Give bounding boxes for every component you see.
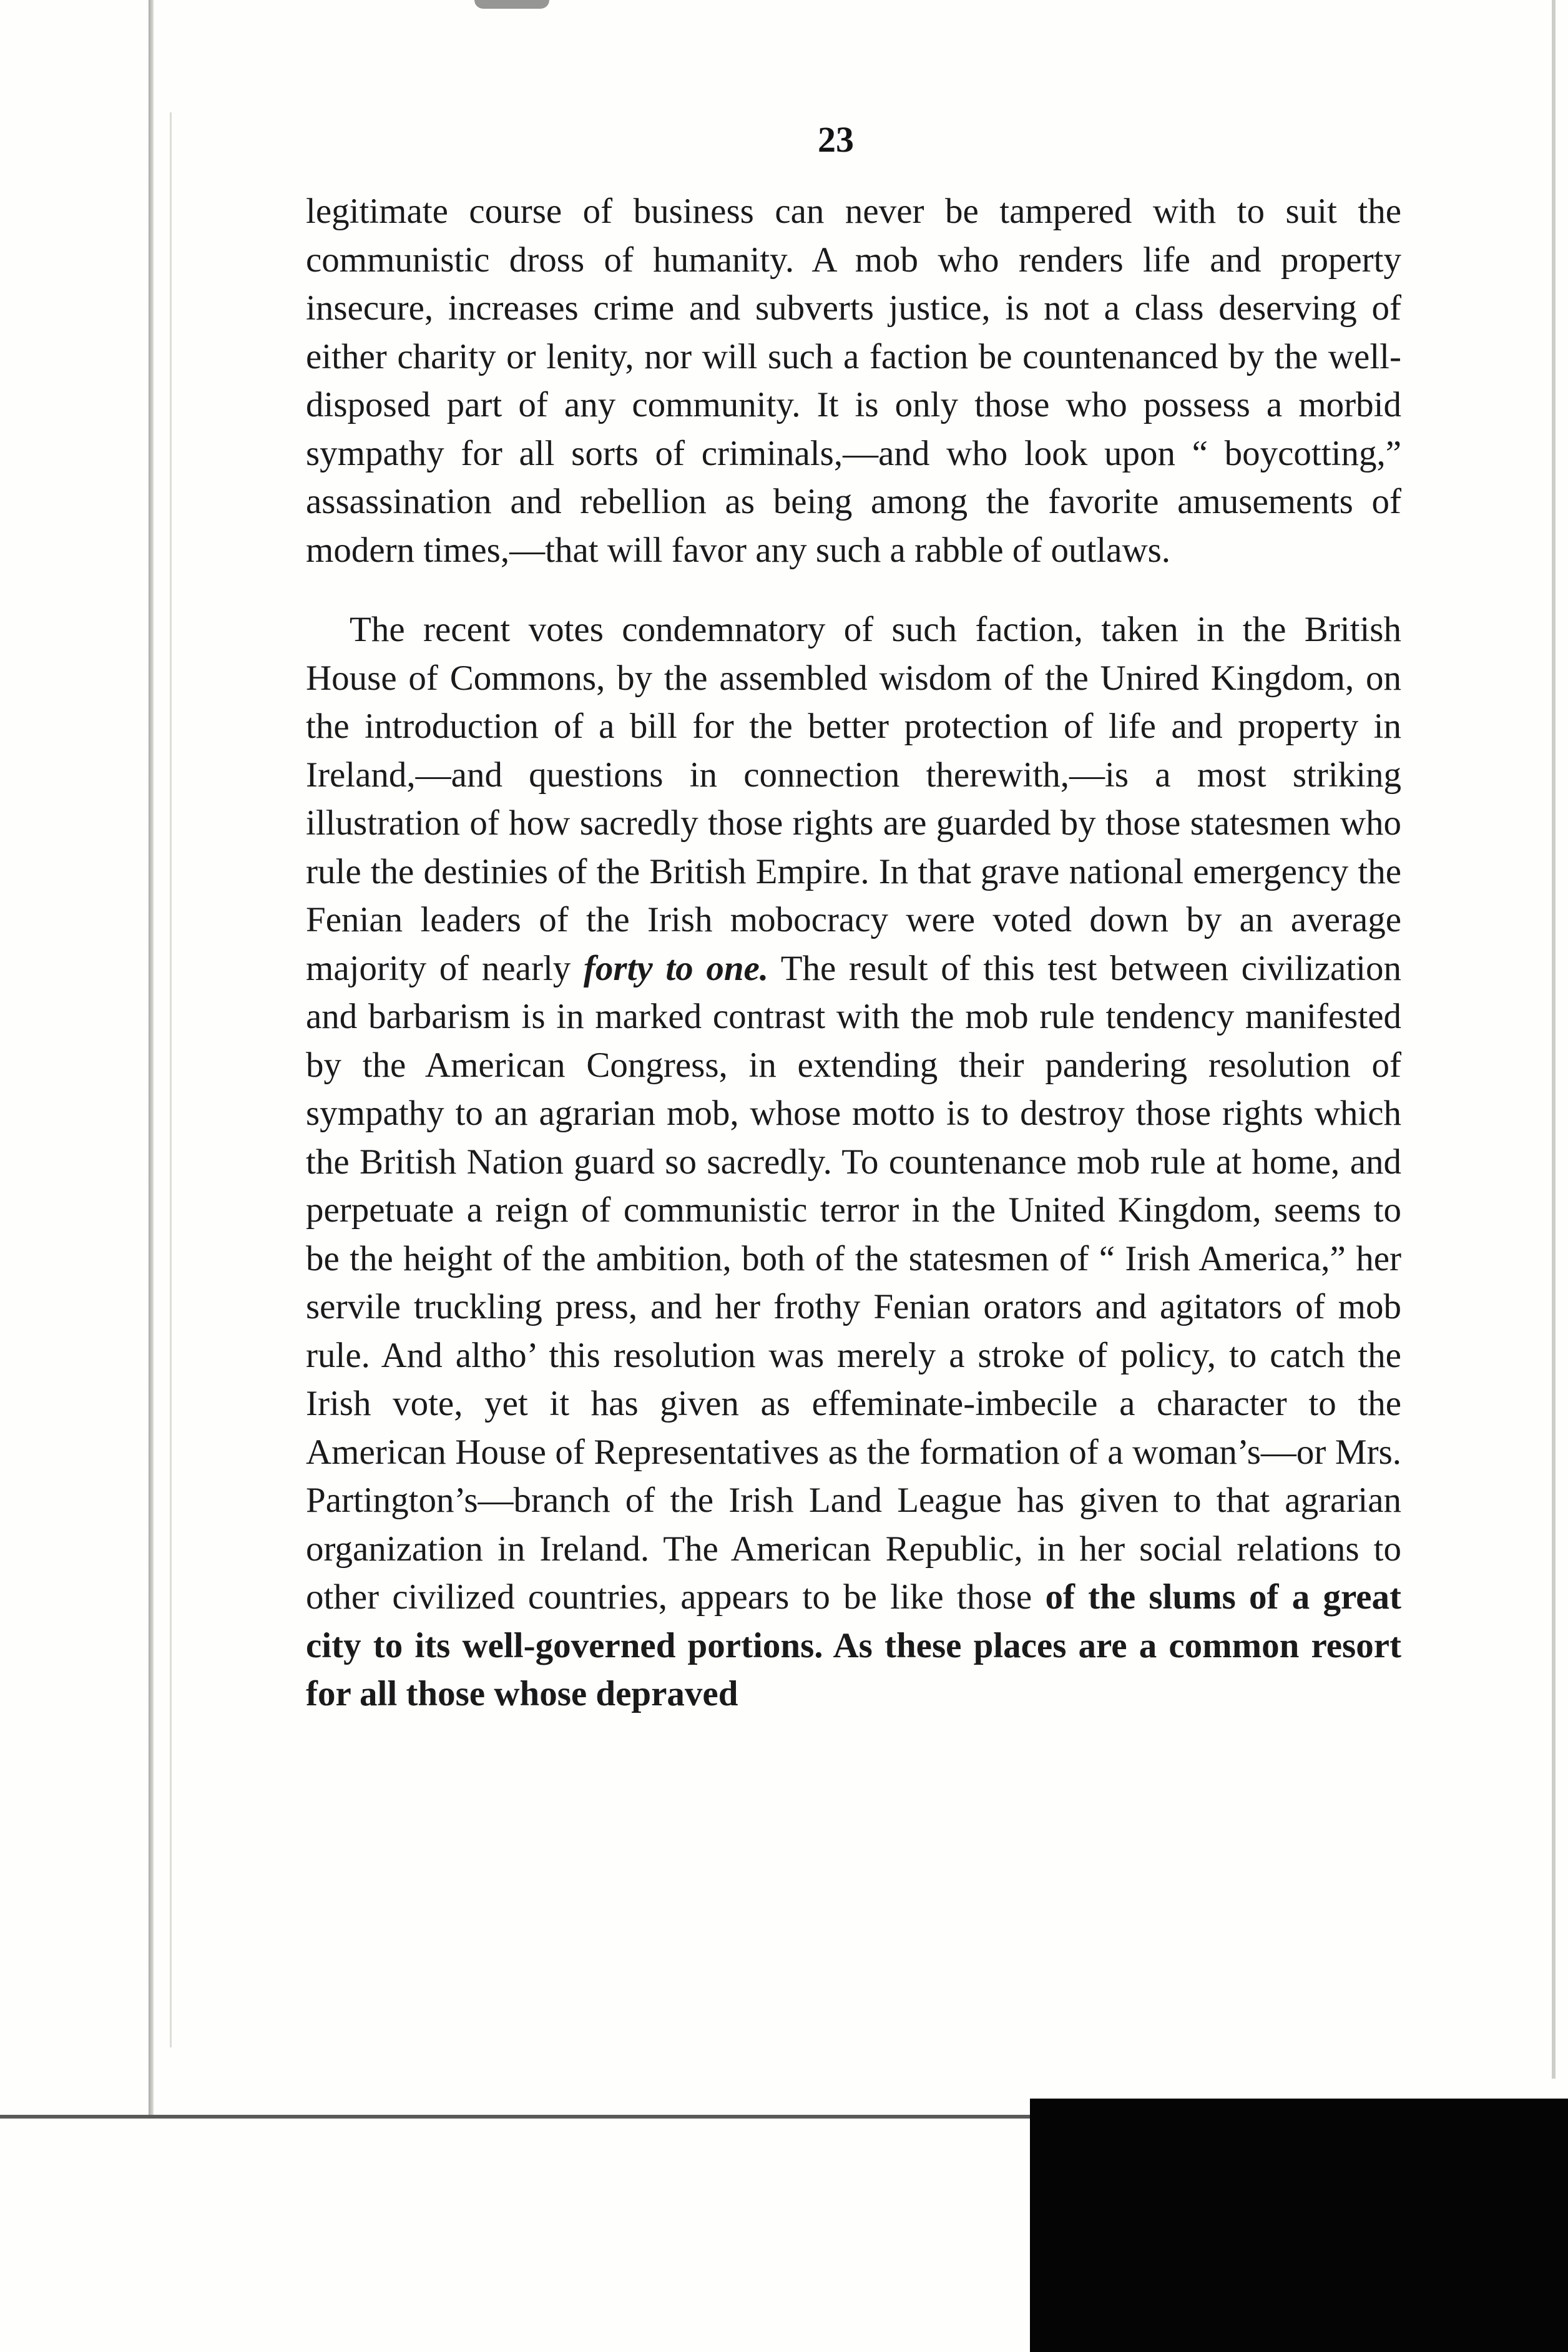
paragraph-2-part-c: of the slums of a great city to its well-governed portions. As these places are a common resort for all those whose depraved <box>306 1577 1401 1713</box>
scan-top-mark <box>474 0 549 9</box>
paragraph-2 <box>306 605 1401 1718</box>
scan-left-edge <box>149 0 154 2116</box>
page-number: 23 <box>818 119 854 160</box>
scan-right-edge <box>1552 0 1556 2079</box>
body-text <box>306 187 1401 1718</box>
paragraph-2-part-b: The result of this test between civilization and barbarism is in marked contrast with the mob rule tendency manifested by the American Congress, in extending their pandering resolution of sympathy to an agrarian mob, whose motto is to destroy those rights which the British Nation guard so sacredly. To countenance mob rule at home, and perpetuate a reign of communistic terror in the United Kingdom, seems to be the height of the ambition, both of the statesmen of “ Irish America,” her servile truckling press, and her frothy Fenian orators and agitators of mob rule. And altho’ this resolution was merely a stroke of policy, to catch the Irish vote, yet it has given as effeminate-imbecile a character to the American House of Representatives as the formation of a woman’s—or Mrs. Partington’s—branch of the Irish Land League has given to that agrarian organization in Ireland. The American Republic, in her social relations to other civilized countries, appears to be like those <box>306 948 1402 1617</box>
scan-bottom-edge <box>0 2115 1036 2119</box>
scan-left-crease <box>170 112 172 2047</box>
paragraph-1: legitimate course of business can never be tampered with to suit the communistic dross of humanity. A mob who renders life and property insecure, increases crime and subverts justice, is not a class deserving of either charity or lenity, nor will such a faction be countenanced by the well-disposed part of any community. It is only those who possess a morbid sympathy for all sorts of criminals,—and who look upon “ boycotting,” assassination and rebellion as being among the favorite amusements of modern times,—that will favor any such a rabble of outlaws. <box>306 192 1401 570</box>
paragraph-2-emphasis: forty to one. <box>583 948 769 988</box>
paragraph-2-part-a: The recent votes condemnatory of such faction, taken in the British House of Commons, by the assembled wisdom of the Unired Kingdom, on the introduction of a bill for the better protection of life and property in Ireland,—and questions in connection therewith,—is a most striking illustration of how sacredly those rights are guarded by those statesmen who rule the destinies of the British Empire. In that grave national emergency the Fenian leaders of the Irish mobocracy were voted down by an average majority of nearly <box>306 610 1401 988</box>
scan-dark-corner <box>1030 2099 1568 2352</box>
